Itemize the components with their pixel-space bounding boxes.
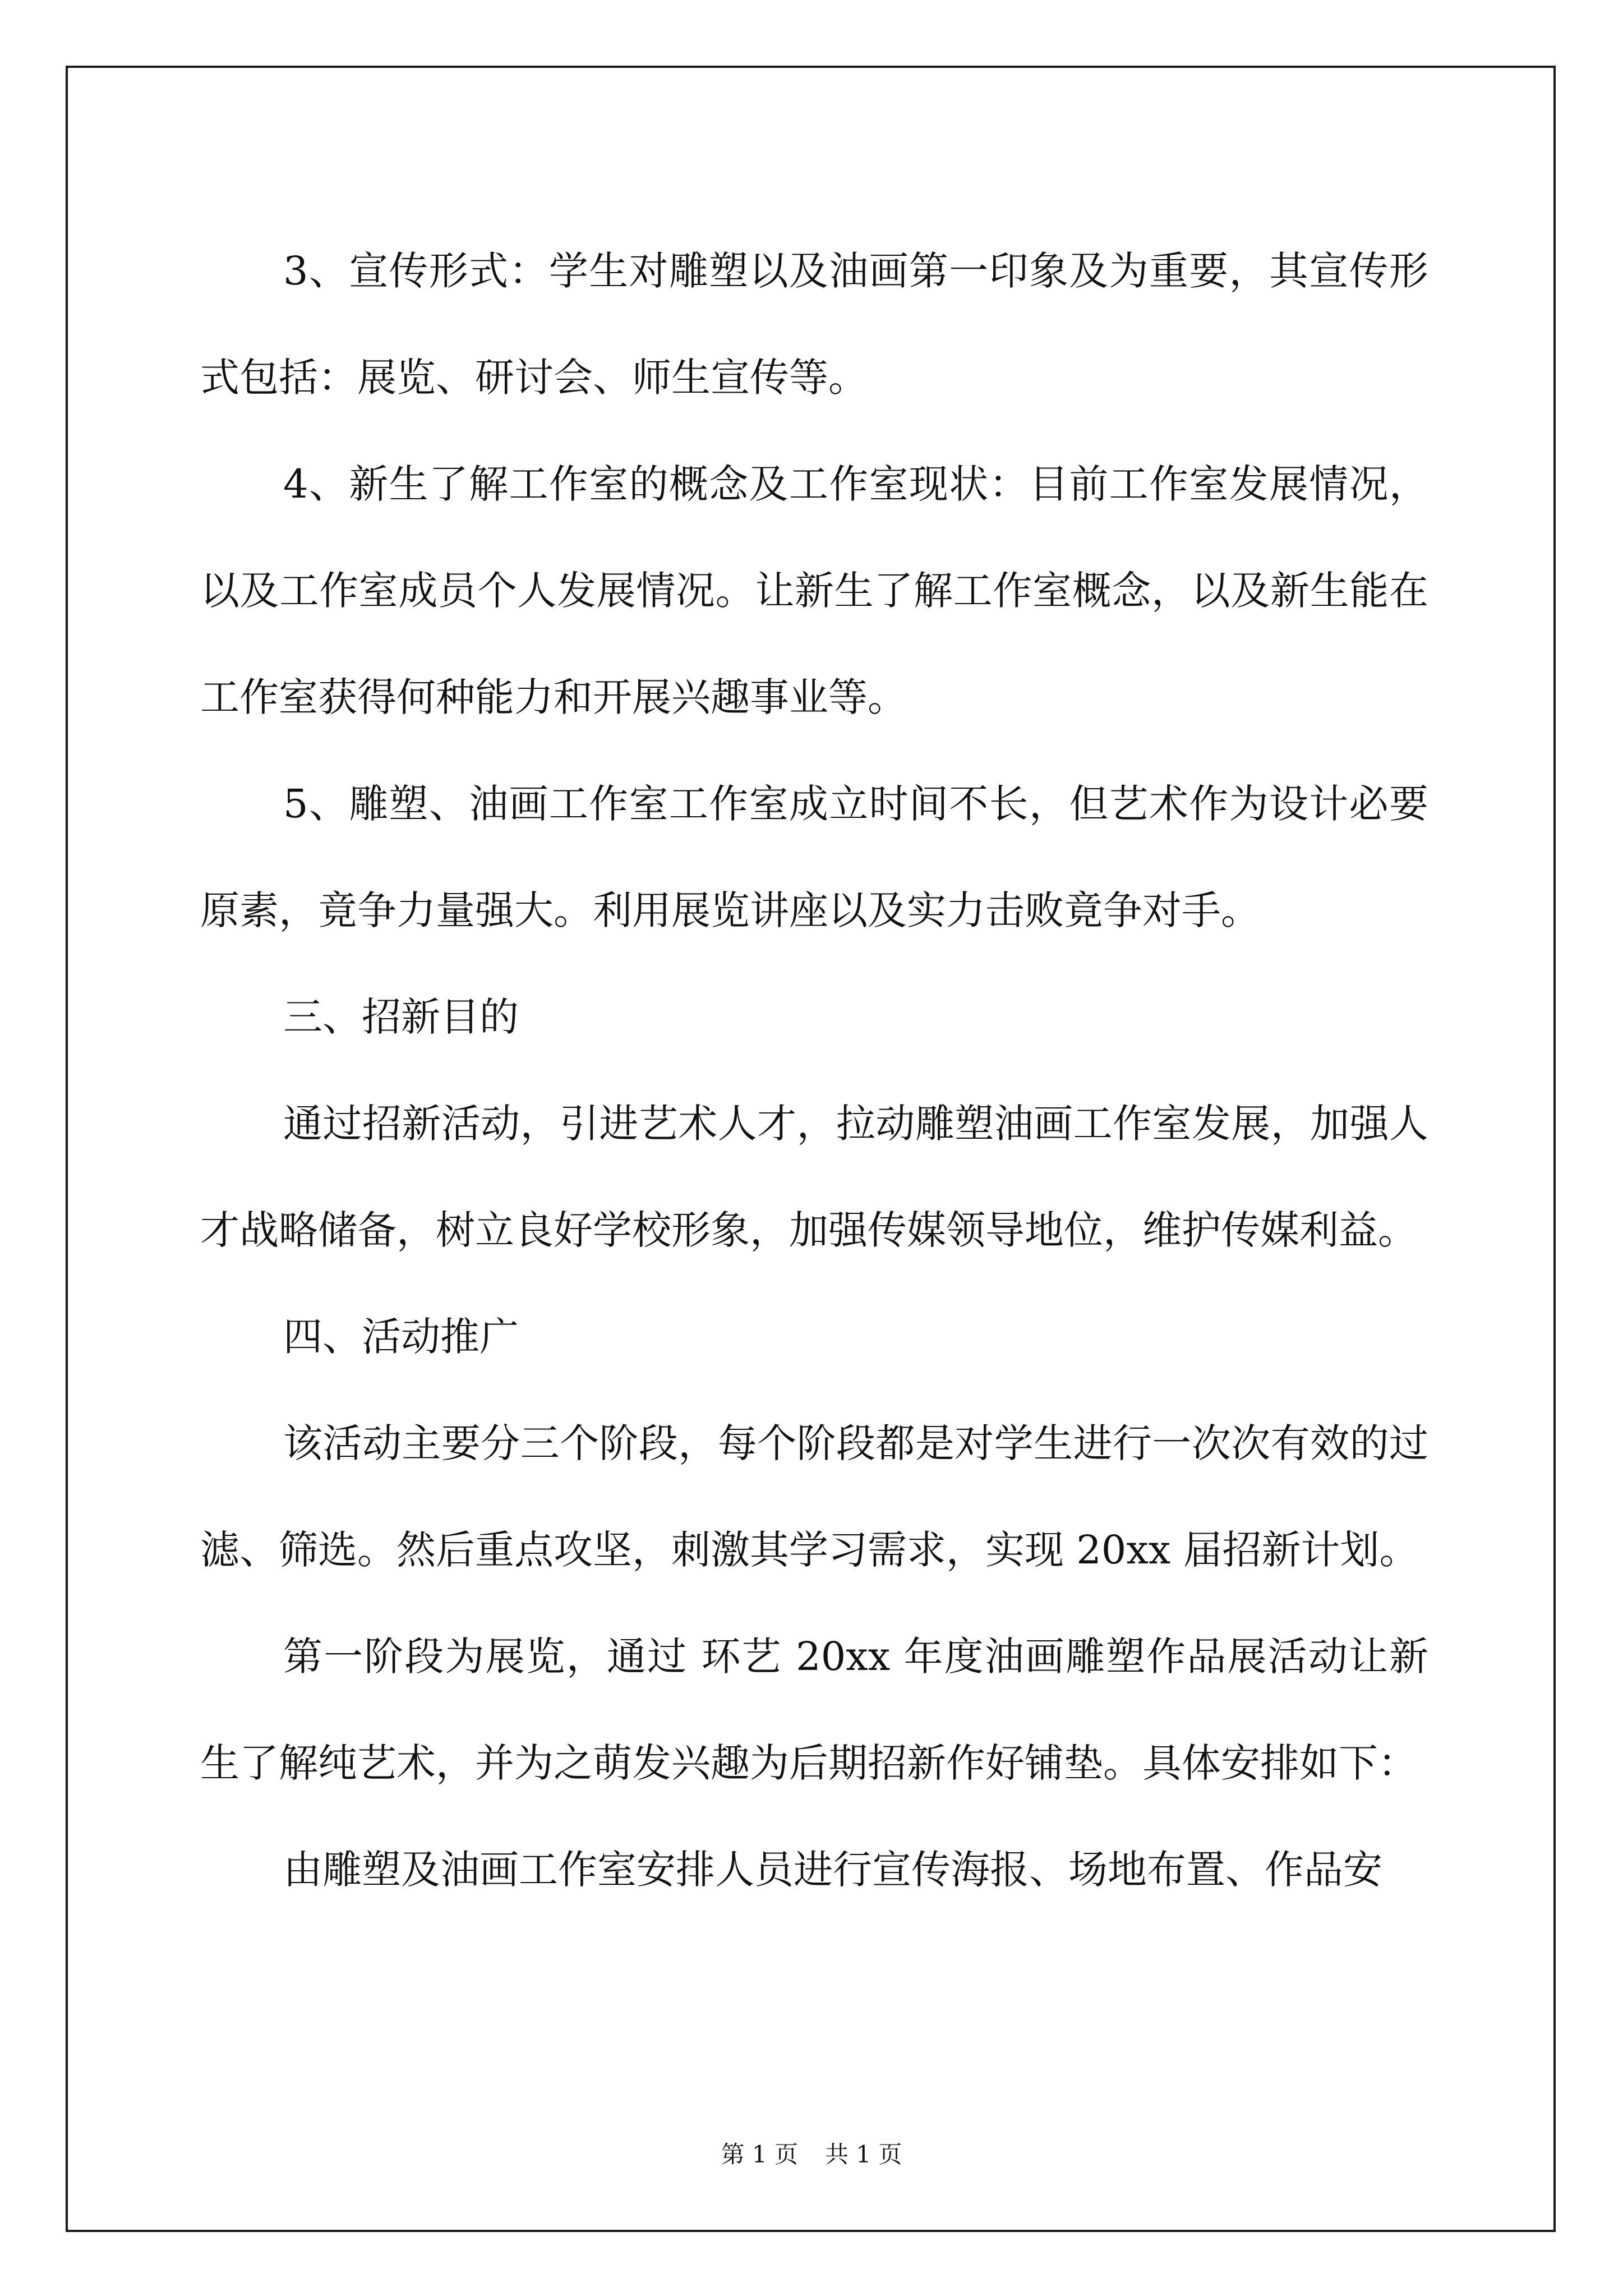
page-number-total: 共 1 页 xyxy=(825,2141,902,2168)
paragraph-studio-founding: 5、雕塑、油画工作室工作室成立时间不长，但艺术作为设计必要原素，竟争力量强大。利用展览讲座以及实力击败竟争对手。 xyxy=(200,781,1428,933)
paragraph-three-stages: 该活动主要分三个阶段，每个阶段都是对学生进行一次次有效的过滤、筛选。然后重点攻坚，刺激其学习需求，实现 20xx 届招新计划。 xyxy=(200,1420,1428,1573)
paragraph-stage-one: 第一阶段为展览，通过 环艺 20xx 年度油画雕塑作品展活动让新生了解纯艺术，并为之萌发兴趣为后期招新作好铺垫。具体安排如下： xyxy=(200,1634,1428,1786)
paragraph-recruit-purpose: 通过招新活动，引进艺术人才，拉动雕塑油画工作室发展，加强人才战略储备，树立良好学校形象，加强传媒领导地位，维护传媒利益。 xyxy=(200,1101,1428,1253)
paragraph-arrangement: 由雕塑及油画工作室安排人员进行宣传海报、场地布置、作品安 xyxy=(283,1847,1382,1893)
section-heading-promotion: 四、活动推广 xyxy=(283,1314,519,1360)
paragraph-publicity-form: 3、宣传形式：学生对雕塑以及油画第一印象及为重要，其宣传形式包括：展览、研讨会、师生宣传等。 xyxy=(200,248,1428,401)
page-footer xyxy=(0,2136,1623,2170)
paragraph-studio-status: 4、新生了解工作室的概念及工作室现状：目前工作室发展情况，以及工作室成员个人发展情况。让新生了解工作室概念，以及新生能在工作室获得何种能力和开展兴趣事业等。 xyxy=(200,461,1428,720)
page-number-current: 第 1 页 xyxy=(721,2141,798,2168)
section-heading-recruit-purpose: 三、招新目的 xyxy=(283,994,519,1040)
document-body xyxy=(200,218,1428,1923)
